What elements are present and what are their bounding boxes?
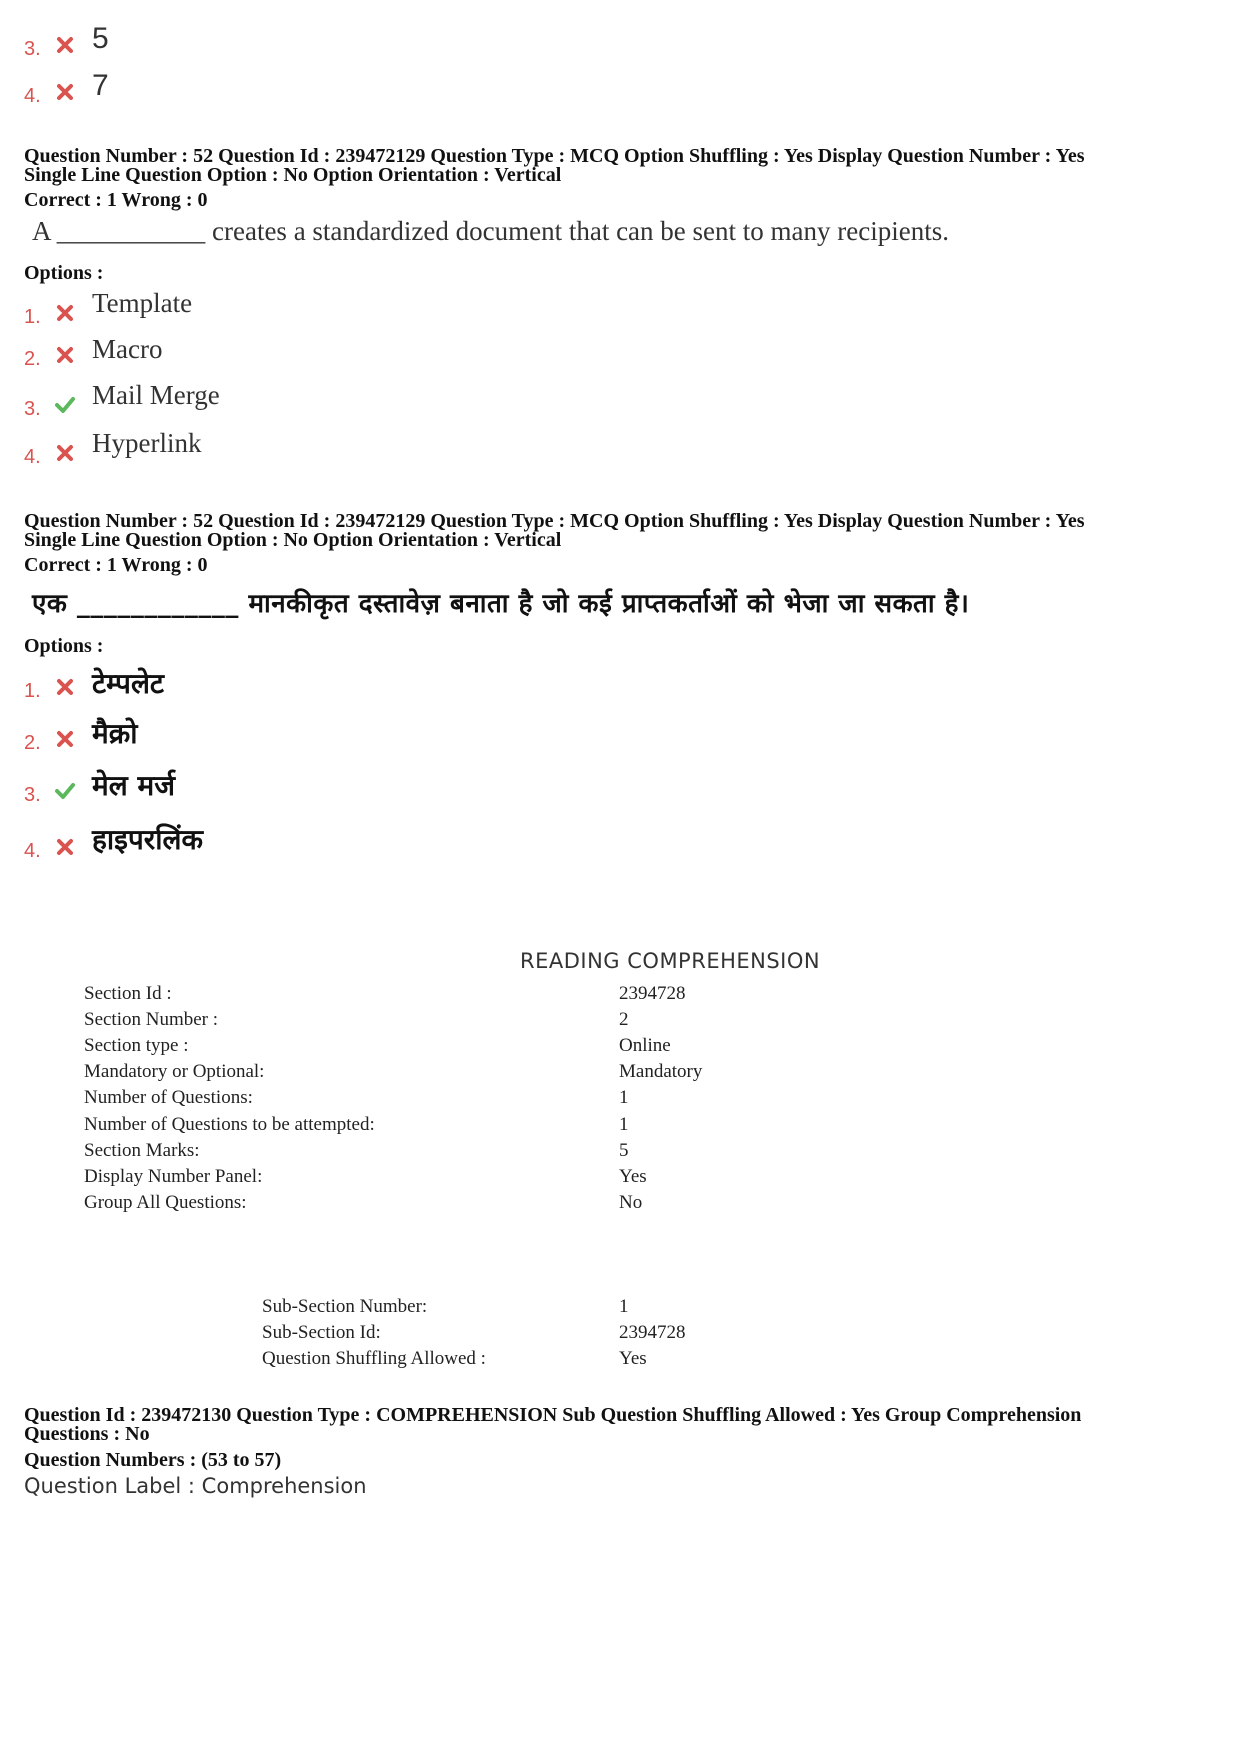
wrong-icon bbox=[54, 302, 76, 324]
wrong-icon bbox=[54, 676, 76, 698]
option-number: 2. bbox=[24, 732, 41, 754]
wrong-icon bbox=[54, 442, 76, 464]
comprehension-meta: Question Id : 239472130 Question Type : COMPREHENSION Sub Question Shuffling Allowed : Yes Group Comprehension bbox=[24, 1404, 1082, 1426]
option-number: 2. bbox=[24, 348, 41, 370]
section-value: 5 bbox=[619, 1140, 629, 1161]
question-meta: Single Line Question Option : No Option Orientation : Vertical bbox=[24, 164, 562, 186]
check-icon bbox=[54, 780, 76, 802]
question-marks: Correct : 1 Wrong : 0 bbox=[24, 189, 208, 211]
question-meta: Question Number : 52 Question Id : 239472129 Question Type : MCQ Option Shuffling : Yes Display Question Number : Yes bbox=[24, 510, 1085, 532]
question-numbers: Question Numbers : (53 to 57) bbox=[24, 1449, 282, 1471]
options-label: Options : bbox=[24, 262, 104, 284]
option-text: Template bbox=[92, 288, 193, 318]
section-value: 1 bbox=[619, 1087, 629, 1108]
section-label: Section Marks: bbox=[84, 1140, 200, 1161]
section-label: Mandatory or Optional: bbox=[84, 1061, 265, 1082]
comprehension-meta: Questions : No bbox=[24, 1423, 150, 1445]
option-number: 4. bbox=[24, 85, 41, 107]
wrong-icon bbox=[54, 836, 76, 858]
question-text: एक ____________ मानकीकृत दस्तावेज़ बनाता है जो कई प्राप्तकर्ताओं को भेजा जा सकता है। bbox=[32, 589, 970, 619]
section-value: 1 bbox=[619, 1114, 629, 1135]
wrong-icon bbox=[54, 34, 76, 56]
question-label: Question Label : Comprehension bbox=[24, 1474, 367, 1498]
question-meta: Single Line Question Option : No Option Orientation : Vertical bbox=[24, 529, 562, 551]
option-text: टेम्पलेट bbox=[92, 667, 165, 700]
section-value: 2 bbox=[619, 1009, 629, 1030]
section-value: 2394728 bbox=[619, 983, 686, 1004]
option-text: मैक्रो bbox=[92, 717, 138, 750]
options-label: Options : bbox=[24, 635, 104, 657]
option-number: 4. bbox=[24, 840, 41, 862]
wrong-icon bbox=[54, 344, 76, 366]
section-value: Online bbox=[619, 1035, 671, 1056]
section-label: Section type : bbox=[84, 1035, 189, 1056]
option-text: Hyperlink bbox=[92, 428, 202, 458]
subsection-value: Yes bbox=[619, 1348, 647, 1369]
option-number: 3. bbox=[24, 784, 41, 806]
section-value: Yes bbox=[619, 1166, 647, 1187]
option-text: 7 bbox=[92, 69, 109, 102]
option-text: Macro bbox=[92, 334, 163, 364]
option-number: 3. bbox=[24, 398, 41, 420]
option-text: Mail Merge bbox=[92, 380, 220, 410]
section-label: Display Number Panel: bbox=[84, 1166, 263, 1187]
section-label: Group All Questions: bbox=[84, 1192, 247, 1213]
section-label: Section Number : bbox=[84, 1009, 219, 1030]
option-number: 1. bbox=[24, 680, 41, 702]
check-icon bbox=[54, 394, 76, 416]
option-number: 1. bbox=[24, 306, 41, 328]
section-label: Number of Questions: bbox=[84, 1087, 253, 1108]
section-title: READING COMPREHENSION bbox=[520, 949, 821, 973]
section-value: No bbox=[619, 1192, 643, 1213]
question-meta: Question Number : 52 Question Id : 239472129 Question Type : MCQ Option Shuffling : Yes Display Question Number : Yes bbox=[24, 145, 1085, 167]
subsection-label: Sub-Section Id: bbox=[262, 1322, 381, 1343]
option-text: मेल मर्ज bbox=[92, 769, 175, 802]
option-text: 5 bbox=[92, 22, 109, 55]
wrong-icon bbox=[54, 81, 76, 103]
option-text: हाइपरलिंक bbox=[92, 823, 203, 856]
subsection-value: 1 bbox=[619, 1296, 629, 1317]
subsection-label: Sub-Section Number: bbox=[262, 1296, 428, 1317]
question-text: A ___________ creates a standardized document that can be sent to many recipients. bbox=[32, 216, 949, 246]
option-number: 4. bbox=[24, 446, 41, 468]
wrong-icon bbox=[54, 728, 76, 750]
section-label: Number of Questions to be attempted: bbox=[84, 1114, 375, 1135]
subsection-value: 2394728 bbox=[619, 1322, 686, 1343]
subsection-label: Question Shuffling Allowed : bbox=[262, 1348, 486, 1369]
option-number: 3. bbox=[24, 38, 41, 60]
section-value: Mandatory bbox=[619, 1061, 703, 1082]
question-marks: Correct : 1 Wrong : 0 bbox=[24, 554, 208, 576]
section-label: Section Id : bbox=[84, 983, 172, 1004]
